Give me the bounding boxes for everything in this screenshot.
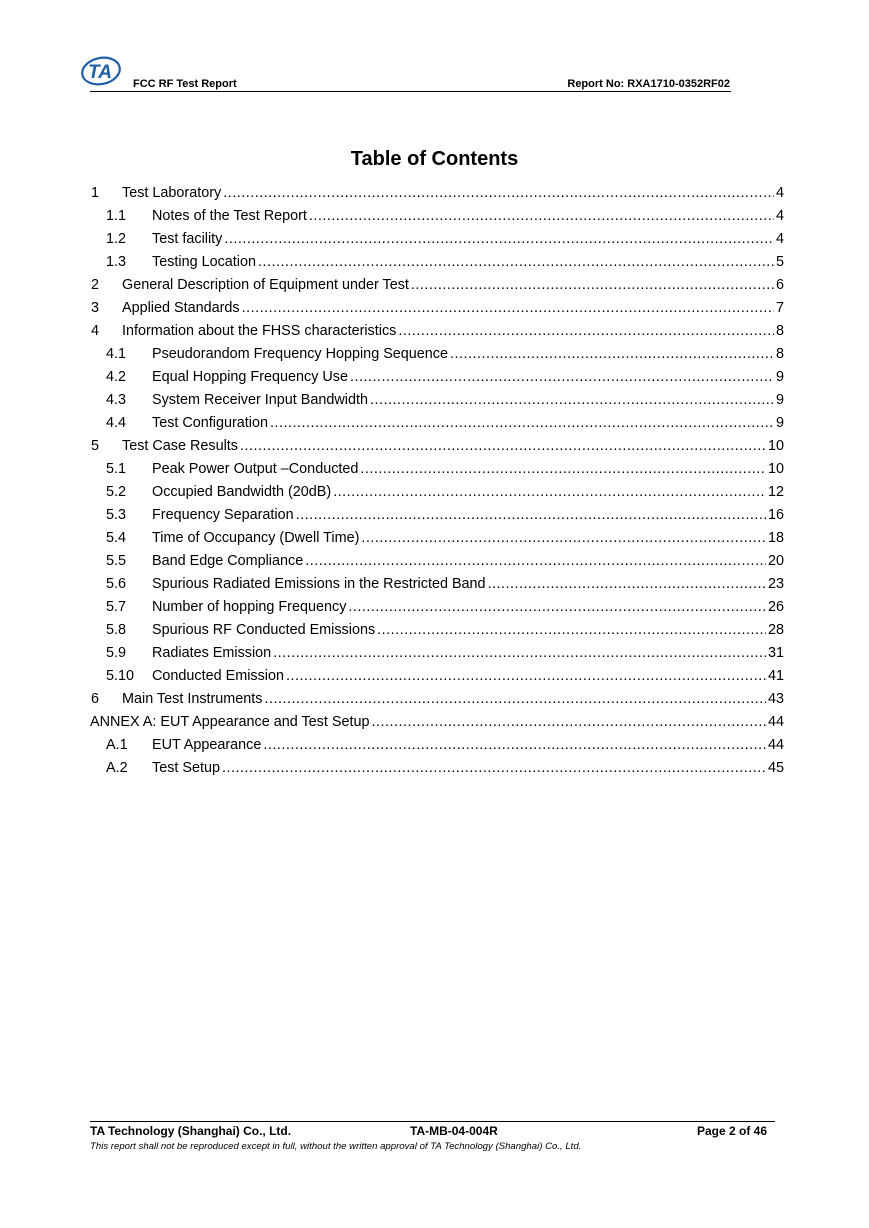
toc-leader-dots [348, 599, 766, 615]
toc-entry-number: 1.3 [106, 253, 127, 270]
toc-entry-label: Information about the FHSS characteristics [122, 322, 397, 339]
toc-entry-number: 4.3 [106, 391, 127, 408]
toc-entry-label: System Receiver Input Bandwidth [152, 391, 368, 408]
toc-entry[interactable] [90, 572, 784, 595]
toc-entry-number: 4 [91, 322, 100, 339]
toc-entry-page: 44 [767, 736, 784, 753]
toc-entry[interactable] [90, 733, 784, 756]
toc-entry-label: Test Setup [152, 759, 220, 776]
toc-entry-label: General Description of Equipment under Test [122, 276, 409, 293]
toc-leader-dots [361, 530, 766, 546]
toc-entry-number: 3 [91, 299, 100, 316]
toc-entry[interactable] [90, 319, 784, 342]
toc-leader-dots [258, 254, 774, 270]
toc-entry-label: Number of hopping Frequency [152, 598, 347, 615]
toc-entry-label: EUT Appearance [152, 736, 262, 753]
toc-entry-label: Pseudorandom Frequency Hopping Sequence [152, 345, 449, 362]
header-report-number: Report No: RXA1710-0352RF02 [567, 78, 730, 90]
toc-leader-dots [273, 645, 766, 661]
company-logo [79, 53, 129, 89]
toc-entry[interactable] [90, 250, 784, 273]
toc-entry-label: Spurious RF Conducted Emissions [152, 621, 376, 638]
toc-entry[interactable] [90, 549, 784, 572]
toc-entry-page: 43 [767, 690, 784, 707]
toc-entry-number: 2 [91, 276, 100, 293]
toc-leader-dots [240, 438, 766, 454]
toc-leader-dots [263, 737, 766, 753]
toc-entry-label: Band Edge Compliance [152, 552, 304, 569]
toc-leader-dots [296, 507, 766, 523]
toc-entry[interactable] [90, 756, 784, 779]
toc-entry-page: 12 [767, 483, 784, 500]
toc-entry-page: 31 [767, 644, 784, 661]
toc-entry-label: Test Configuration [152, 414, 268, 431]
ta-logo-icon [79, 53, 129, 89]
svg-text:TA: TA [88, 62, 112, 83]
toc-entry-number: 5.1 [106, 460, 127, 477]
toc-entry-page: 28 [767, 621, 784, 638]
toc-entry-page: 10 [767, 437, 784, 454]
toc-entry[interactable] [90, 480, 784, 503]
toc-entry-label: Test Laboratory [122, 184, 222, 201]
toc-entry-number: A.1 [106, 736, 128, 753]
toc-leader-dots [398, 323, 774, 339]
toc-entry-page: 45 [767, 759, 784, 776]
toc-entry-number: 5 [91, 437, 100, 454]
toc-entry[interactable] [90, 227, 784, 250]
toc-entry[interactable] [90, 411, 784, 434]
toc-entry-label: Time of Occupancy (Dwell Time) [152, 529, 360, 546]
toc-leader-dots [450, 346, 774, 362]
toc-leader-dots [223, 185, 774, 201]
toc-leader-dots [305, 553, 766, 569]
toc-entry-page: 4 [775, 207, 784, 224]
toc-entry-label: Spurious Radiated Emissions in the Restricted Band [152, 575, 486, 592]
toc-entry-page: 4 [775, 184, 784, 201]
toc-leader-dots [286, 668, 766, 684]
toc-entry-page: 26 [767, 598, 784, 615]
toc-leader-dots [333, 484, 766, 500]
page-title: Table of Contents [350, 148, 519, 170]
toc-entry-number: 5.9 [106, 644, 127, 661]
toc-entry[interactable] [90, 296, 784, 319]
toc-entry-label: Radiates Emission [152, 644, 272, 661]
toc-leader-dots [350, 369, 774, 385]
toc-leader-dots [222, 760, 766, 776]
toc-entry-label: Equal Hopping Frequency Use [152, 368, 348, 385]
toc-leader-dots [360, 461, 766, 477]
toc-entry-page: 10 [767, 460, 784, 477]
toc-entry-number: 4.2 [106, 368, 127, 385]
toc-entry[interactable] [90, 503, 784, 526]
toc-entry-page: 44 [767, 713, 784, 730]
footer-disclaimer: This report shall not be reproduced except in full, without the written approval of TA Technology (Shanghai) Co., Ltd. [90, 1141, 582, 1152]
toc-entry-number: 5.4 [106, 529, 127, 546]
toc-entry[interactable] [90, 595, 784, 618]
toc-entry-label: Notes of the Test Report [152, 207, 307, 224]
toc-entry-label: Testing Location [152, 253, 257, 270]
toc-entry[interactable] [90, 618, 784, 641]
toc-entry[interactable] [90, 457, 784, 480]
toc-entry-number: 1.2 [106, 230, 127, 247]
toc-entry-page: 4 [775, 230, 784, 247]
toc-entry-number: 5.6 [106, 575, 127, 592]
toc-entry-page: 18 [767, 529, 784, 546]
toc-entry-page: 7 [775, 299, 784, 316]
toc-entry-label: Occupied Bandwidth (20dB) [152, 483, 332, 500]
toc-entry[interactable] [90, 710, 784, 733]
toc-leader-dots [371, 714, 766, 730]
toc-entry-label: Test Case Results [122, 437, 238, 454]
toc-entry-number: 5.8 [106, 621, 127, 638]
toc-entry-number: 1.1 [106, 207, 127, 224]
toc-leader-dots [411, 277, 774, 293]
footer-company: TA Technology (Shanghai) Co., Ltd. [90, 1124, 292, 1138]
toc-entry-label: Conducted Emission [152, 667, 284, 684]
toc-entry-page: 6 [775, 276, 784, 293]
toc-entry-label: Applied Standards [122, 299, 240, 316]
toc-leader-dots [224, 231, 774, 247]
toc-entry[interactable] [90, 641, 784, 664]
toc-entry[interactable] [90, 664, 784, 687]
toc-leader-dots [309, 208, 774, 224]
toc-entry[interactable] [90, 181, 784, 204]
toc-entry[interactable] [90, 687, 784, 710]
toc-entry[interactable] [90, 526, 784, 549]
toc-entry-number: A.2 [106, 759, 128, 776]
toc-entry-number: 5.7 [106, 598, 127, 615]
toc-entry[interactable] [90, 388, 784, 411]
toc-leader-dots [488, 576, 766, 592]
toc-entry-number: 6 [91, 690, 100, 707]
toc-leader-dots [377, 622, 766, 638]
footer-page-number: Page 2 of 46 [696, 1124, 767, 1138]
toc-entry-page: 8 [775, 322, 784, 339]
toc-entry-page: 5 [775, 253, 784, 270]
header-rule [90, 91, 731, 92]
header-report-title: FCC RF Test Report [133, 78, 237, 90]
toc-entry-number: 4.4 [106, 414, 127, 431]
toc-entry-page: 9 [775, 391, 784, 408]
toc-entry-page: 8 [775, 345, 784, 362]
toc-entry-label: Main Test Instruments [122, 690, 263, 707]
toc-entry-page: 41 [767, 667, 784, 684]
toc-entry[interactable] [90, 342, 784, 365]
toc-entry-page: 23 [767, 575, 784, 592]
toc-entry[interactable] [90, 434, 784, 457]
toc-leader-dots [265, 691, 766, 707]
toc-entry-number: 5.5 [106, 552, 127, 569]
toc-entry-page: 20 [767, 552, 784, 569]
toc-entry-page: 9 [775, 414, 784, 431]
footer-doc-code: TA-MB-04-004R [410, 1124, 498, 1138]
toc-entry-number: 4.1 [106, 345, 127, 362]
table-of-contents [90, 181, 784, 779]
toc-entry-label: Frequency Separation [152, 506, 294, 523]
toc-leader-dots [370, 392, 774, 408]
toc-entry-number: 5.3 [106, 506, 127, 523]
toc-entry[interactable] [90, 273, 784, 296]
footer-rule [90, 1121, 775, 1122]
toc-entry-page: 16 [767, 506, 784, 523]
toc-entry-number: 5.10 [106, 667, 135, 684]
toc-leader-dots [270, 415, 774, 431]
toc-entry[interactable] [90, 365, 784, 388]
toc-entry-label: Test facility [152, 230, 223, 247]
toc-entry-number: 1 [91, 184, 100, 201]
toc-entry-number: 5.2 [106, 483, 127, 500]
toc-entry-page: 9 [775, 368, 784, 385]
toc-entry-label: ANNEX A: EUT Appearance and Test Setup [90, 713, 370, 730]
toc-entry[interactable] [90, 204, 784, 227]
toc-entry-label: Peak Power Output –Conducted [152, 460, 359, 477]
toc-leader-dots [242, 300, 774, 316]
